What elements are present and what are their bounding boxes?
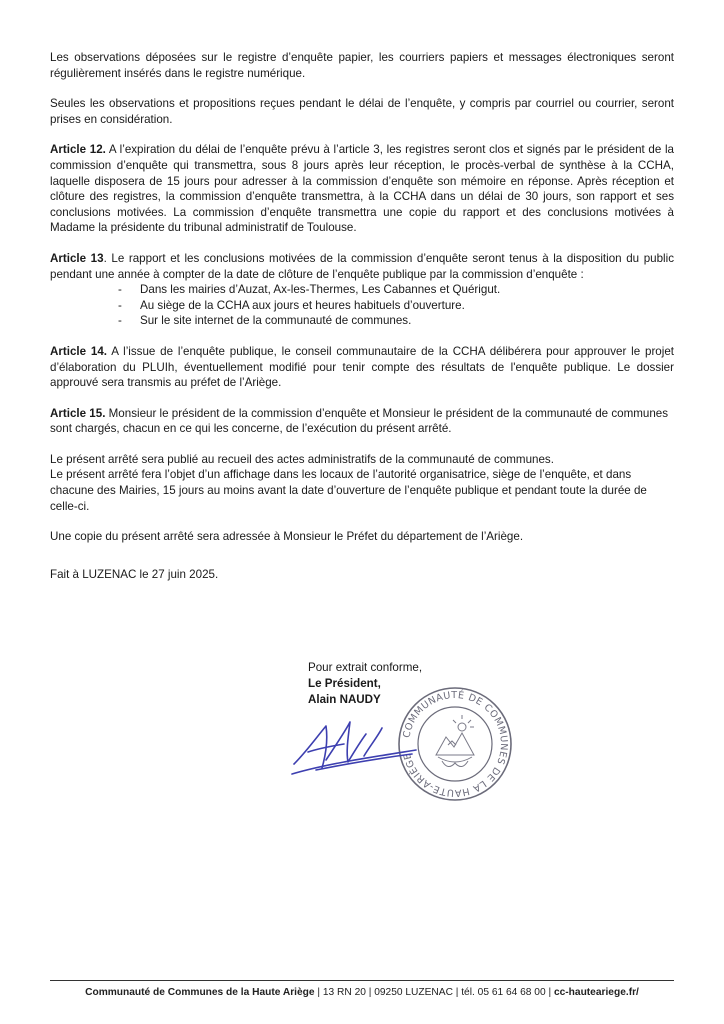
article-13-label: Article 13 (50, 251, 104, 265)
list-item: - Sur le site internet de la communauté de communes. (118, 313, 674, 329)
footer-org: Communauté de Communes de la Haute Ariège (85, 987, 315, 998)
article-13-list (50, 282, 674, 329)
footer-details: | 13 RN 20 | 09250 LUZENAC | tél. 05 61 64 68 00 | (314, 987, 554, 998)
paragraph-observations: Seules les observations et propositions reçues pendant le délai de l’enquête, y compris par courriel ou courrier, seront prises en considération. (50, 97, 674, 126)
article-14 (50, 344, 674, 391)
publication-line-1: Le présent arrêté sera publié au recueil des actes administratifs de la communauté de communes. (50, 452, 554, 466)
article-13-text: . Le rapport et les conclusions motivées de la commission d’enquête seront tenus à la disposition du public pendant une année à compter de la date de clôture de l’enquête publique par la commission d’enquête : (50, 251, 674, 281)
footer-website-link[interactable]: cc-hauteariege.fr/ (553, 987, 639, 998)
footer-divider (50, 980, 674, 981)
footer (0, 987, 724, 998)
publication-line-2: Le présent arrêté fera l’objet d’un affichage dans les locaux de l’autorité organisatrice, siège de l’enquête, et dans chacune des Mairies, 15 jours au moins avant la date d’ouverture de l’enquête publique et pendant toute la durée de celle-ci. (50, 468, 647, 513)
publication-paragraph (50, 452, 674, 514)
paragraph-registre: Les observations déposées sur le registre d’enquête papier, les courriers papiers et messages électroniques seront régulièrement insérés dans le registre numérique. (50, 51, 674, 80)
article-12-label: Article 12. (50, 143, 106, 157)
article-14-label: Article 14. (50, 344, 108, 358)
seal-text: COMMUNAUTÉ DE COMMUNES DE LA HAUTE-ARIÈGE (401, 689, 510, 799)
list-item: - Au siège de la CCHA aux jours et heures habituels d’ouverture. (118, 298, 674, 314)
article-14-text: A l’issue de l’enquête publique, le conseil communautaire de la CCHA délibérera pour approuver le projet d’élaboration du PLUIh, éventuellement modifié pour tenir compte des résultats de l'enquête publique. Le dossier approuvé sera transmis au préfet de l’Ariège. (50, 344, 675, 390)
article-12 (50, 142, 674, 236)
article-15-label: Article 15. (50, 406, 106, 420)
signature-name: Alain NAUDY (308, 693, 381, 706)
signature-line-1: Pour extrait conforme, (308, 661, 423, 674)
copy-paragraph: Une copie du présent arrêté sera adressée à Monsieur le Préfet du département de l’Ariège. (50, 530, 524, 544)
article-15 (50, 406, 674, 437)
handwritten-signature-icon (286, 712, 420, 784)
place-date: Fait à LUZENAC le 27 juin 2025. (50, 567, 219, 581)
document-body (50, 50, 674, 597)
list-item: - Dans les mairies d’Auzat, Ax-les-Thermes, Les Cabannes et Quérigut. (118, 282, 674, 298)
article-12-text: A l’expiration du délai de l’enquête prévu à l’article 3, les registres seront clos et signés par le président de la commission d’enquête qui transmettra, sous 8 jours après leur réception, le procès-verbal de synthèse à la CCHA, laquelle disposera de 15 jours pour adresser à la commission d’enquête son mémoire en réponse. Après réception et clôture des registres, la commission d’enquête transmettra, à la CCHA dans un délai de 30 jours, son rapport et ses conclusions motivées. La commission d’enquête transmettra une copie du rapport et des conclusions motivées à Madame la présidente du tribunal administratif de Toulouse. (50, 143, 674, 235)
article-15-text: Monsieur le président de la commission d’enquête et Monsieur le président de la communauté de communes sont chargés, chacun en ce qui les concerne, de l’exécution du présent arrêté. (50, 406, 669, 436)
signature-title: Le Président, (308, 677, 381, 690)
article-13 (50, 251, 674, 329)
